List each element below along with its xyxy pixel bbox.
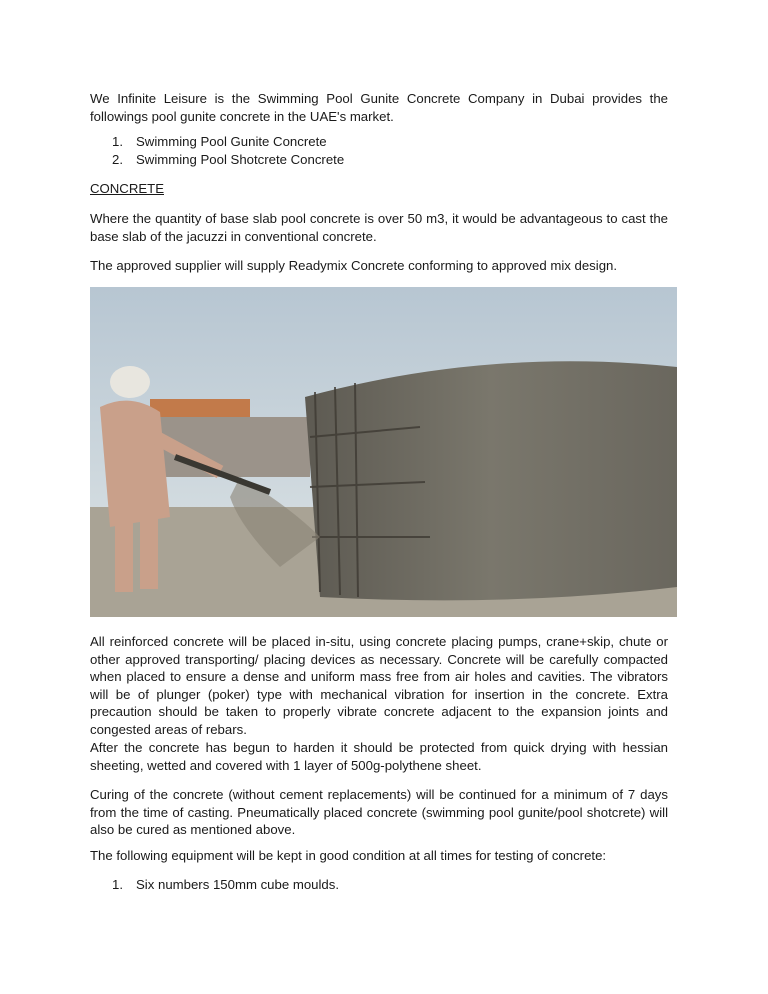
photo-illustration [90,287,677,617]
list-text: Swimming Pool Gunite Concrete [136,134,327,149]
paragraph-placement: All reinforced concrete will be placed in-situ, using concrete placing pumps, crane+skip, chute or other approved transporting/ placing devices as necessary. Concrete will be carefully compacted when placed to ensure a dense and uniform mass free from air holes and cavities. The vibrators will be of plunger (poker) type with mechanical vibration for insertion in the concrete. Extra precaution should be taken to properly vibrate concrete adjacent to the expansion joints and congested areas of rebars. [90,634,668,737]
equipment-list [112,876,339,894]
paragraph-supplier: The approved supplier will supply Readymix Concrete conforming to approved mix design. [90,258,618,273]
list-text: Swimming Pool Shotcrete Concrete [136,151,345,167]
list-number: 2. [112,151,123,167]
paragraph-curing: Curing of the concrete (without cement replacements) will be continued for a minimum of 7 days from the time of casting. Pneumatically placed concrete (swimming pool gunite/pool shotcrete) will also be cured as mentioned above. [90,787,668,837]
list-item [112,133,344,151]
intro-paragraph: We Infinite Leisure is the Swimming Pool Gunite Concrete Company in Dubai provides the followings pool gunite concrete in the UAE's market. [90,91,668,124]
list-item [112,876,339,894]
paragraph-equipment: The following equipment will be kept in good condition at all times for testing of concrete: [90,848,607,863]
list-number: 1. [112,877,123,892]
section-heading: CONCRETE [90,181,164,196]
paragraph-base-slab: Where the quantity of base slab pool concrete is over 50 m3, it would be advantageous to cast the base slab of the jacuzzi in conventional concrete. [90,211,668,244]
list-number: 1. [112,134,123,149]
list-item [112,151,344,169]
concrete-types-list [112,133,344,168]
paragraph-protection: After the concrete has begun to harden it should be protected from quick drying with hessian sheeting, wetted and covered with 1 layer of 500g-polythene sheet. [90,740,668,773]
list-text: Six numbers 150mm cube moulds. [136,877,340,892]
gunite-spraying-photo [90,287,677,617]
concrete-pool-wall [305,361,677,600]
